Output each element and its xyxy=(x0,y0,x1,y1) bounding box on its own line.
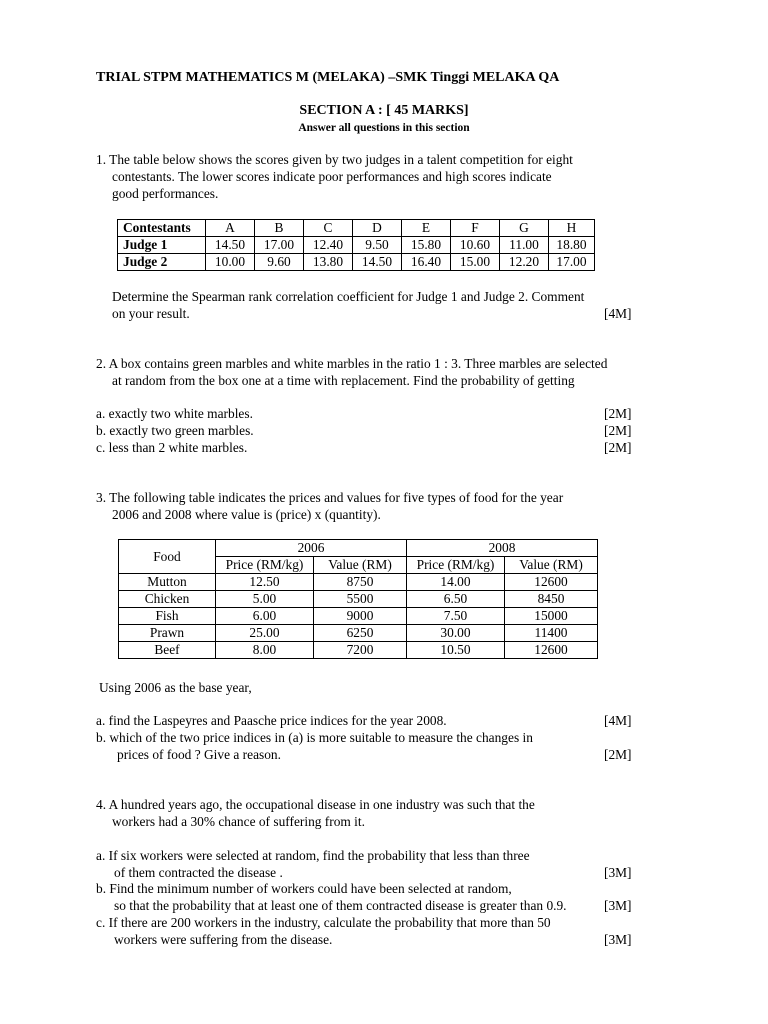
table-header-cell: G xyxy=(500,220,549,237)
table-header-cell: Value (RM) xyxy=(314,557,407,574)
table-row xyxy=(118,254,595,271)
table-cell: 13.80 xyxy=(304,254,353,271)
q4-part-a: a. If six workers were selected at random, find the probability that less than three xyxy=(96,848,530,863)
section-instruction: Answer all questions in this section xyxy=(298,122,470,134)
q2-part-a: a. exactly two white marbles. xyxy=(96,406,253,421)
table-row xyxy=(118,237,595,254)
marks-label: [4M] xyxy=(604,713,632,728)
table-cell: 8750 xyxy=(314,574,407,591)
q4-part-c-cont: workers were suffering from the disease. xyxy=(114,932,333,947)
marks-label: [2M] xyxy=(604,406,632,421)
q1-task-line: on your result. xyxy=(112,306,190,321)
marks-label: [4M] xyxy=(604,306,632,321)
table-cell: 10.00 xyxy=(206,254,255,271)
table-cell: 12.40 xyxy=(304,237,353,254)
table-cell: 12600 xyxy=(505,574,598,591)
section-title: SECTION A : [ 45 MARKS] xyxy=(299,103,469,118)
q1-intro-line: contestants. The lower scores indicate poor performances and high scores indicate xyxy=(112,169,552,184)
q4-part-b-cont: so that the probability that at least one of them contracted disease is greater than 0.9. xyxy=(114,898,567,913)
table-cell: 25.00 xyxy=(216,625,314,642)
q3-intro-line: 2006 and 2008 where value is (price) x (quantity). xyxy=(112,507,381,522)
row-label: Beef xyxy=(119,642,216,659)
q3-part-b: b. which of the two price indices in (a) is more suitable to measure the changes in xyxy=(96,730,533,745)
table-cell: 6.00 xyxy=(216,608,314,625)
table-cell: 8450 xyxy=(505,591,598,608)
document-title: TRIAL STPM MATHEMATICS M (MELAKA) –SMK Tinggi MELAKA QA xyxy=(96,70,560,85)
q3-part-b-cont: prices of food ? Give a reason. xyxy=(117,747,281,762)
q1-task-line: Determine the Spearman rank correlation coefficient for Judge 1 and Judge 2. Comment xyxy=(112,289,585,304)
row-label: Chicken xyxy=(119,591,216,608)
table-cell: 16.40 xyxy=(402,254,451,271)
table-row xyxy=(119,608,598,625)
table-cell: 10.50 xyxy=(407,642,505,659)
table-header-cell: Food xyxy=(119,540,216,574)
table-cell: 9000 xyxy=(314,608,407,625)
q4-intro-line: 4. A hundred years ago, the occupational disease in one industry was such that the xyxy=(96,797,535,812)
q2-intro-line: at random from the box one at a time with replacement. Find the probability of getting xyxy=(112,373,575,388)
table-cell: 9.50 xyxy=(353,237,402,254)
table-cell: 6250 xyxy=(314,625,407,642)
judges-score-table xyxy=(117,219,595,271)
marks-label: [2M] xyxy=(604,423,632,438)
table-cell: 5.00 xyxy=(216,591,314,608)
table-header-cell: Price (RM/kg) xyxy=(216,557,314,574)
table-cell: 12.20 xyxy=(500,254,549,271)
table-row xyxy=(119,574,598,591)
table-row xyxy=(119,591,598,608)
table-cell: 18.80 xyxy=(549,237,595,254)
marks-label: [3M] xyxy=(604,932,632,947)
food-price-table xyxy=(118,539,598,659)
marks-label: [3M] xyxy=(604,865,632,880)
q4-part-c: c. If there are 200 workers in the industry, calculate the probability that more than 50 xyxy=(96,915,551,930)
row-label: Prawn xyxy=(119,625,216,642)
table-cell: 7.50 xyxy=(407,608,505,625)
table-header-cell: A xyxy=(206,220,255,237)
table-cell: 12.50 xyxy=(216,574,314,591)
table-header-cell: Value (RM) xyxy=(505,557,598,574)
table-cell: 17.00 xyxy=(549,254,595,271)
row-label: Judge 2 xyxy=(118,254,206,271)
q1-intro-line: good performances. xyxy=(112,186,219,201)
table-cell: 14.50 xyxy=(353,254,402,271)
table-cell: 10.60 xyxy=(451,237,500,254)
q3-intro-line: 3. The following table indicates the prices and values for five types of food for the year xyxy=(96,490,564,505)
table-header-cell: 2008 xyxy=(407,540,598,557)
table-cell: 30.00 xyxy=(407,625,505,642)
table-header-row xyxy=(118,220,595,237)
table-cell: 8.00 xyxy=(216,642,314,659)
table-cell: 15.00 xyxy=(451,254,500,271)
row-label: Judge 1 xyxy=(118,237,206,254)
table-row xyxy=(119,642,598,659)
table-cell: 14.00 xyxy=(407,574,505,591)
q4-part-a-cont: of them contracted the disease . xyxy=(114,865,283,880)
q2-part-c: c. less than 2 white marbles. xyxy=(96,440,248,455)
marks-label: [2M] xyxy=(604,440,632,455)
table-cell: 14.50 xyxy=(206,237,255,254)
q4-intro-line: workers had a 30% chance of suffering from it. xyxy=(112,814,365,829)
table-row xyxy=(119,625,598,642)
q1-intro-line: 1. The table below shows the scores given by two judges in a talent competition for eight xyxy=(96,152,573,167)
marks-label: [3M] xyxy=(604,898,632,913)
table-cell: 6.50 xyxy=(407,591,505,608)
marks-label: [2M] xyxy=(604,747,632,762)
q2-part-b: b. exactly two green marbles. xyxy=(96,423,254,438)
q4-part-b: b. Find the minimum number of workers could have been selected at random, xyxy=(96,881,512,896)
table-cell: 7200 xyxy=(314,642,407,659)
table-header-cell: F xyxy=(451,220,500,237)
table-cell: 11.00 xyxy=(500,237,549,254)
table-header-cell: E xyxy=(402,220,451,237)
table-cell: 9.60 xyxy=(255,254,304,271)
q3-base-year: Using 2006 as the base year, xyxy=(99,680,252,695)
table-cell: 15.80 xyxy=(402,237,451,254)
table-header-cell: C xyxy=(304,220,353,237)
q2-intro-line: 2. A box contains green marbles and white marbles in the ratio 1 : 3. Three marbles are selected xyxy=(96,356,608,371)
table-header-cell: Contestants xyxy=(118,220,206,237)
table-header-cell: Price (RM/kg) xyxy=(407,557,505,574)
row-label: Mutton xyxy=(119,574,216,591)
table-cell: 17.00 xyxy=(255,237,304,254)
q3-part-a: a. find the Laspeyres and Paasche price indices for the year 2008. xyxy=(96,713,447,728)
table-cell: 12600 xyxy=(505,642,598,659)
table-header-cell: H xyxy=(549,220,595,237)
table-cell: 15000 xyxy=(505,608,598,625)
table-header-row xyxy=(119,540,598,557)
table-header-cell: D xyxy=(353,220,402,237)
table-cell: 11400 xyxy=(505,625,598,642)
table-header-cell: 2006 xyxy=(216,540,407,557)
table-header-cell: B xyxy=(255,220,304,237)
row-label: Fish xyxy=(119,608,216,625)
table-cell: 5500 xyxy=(314,591,407,608)
